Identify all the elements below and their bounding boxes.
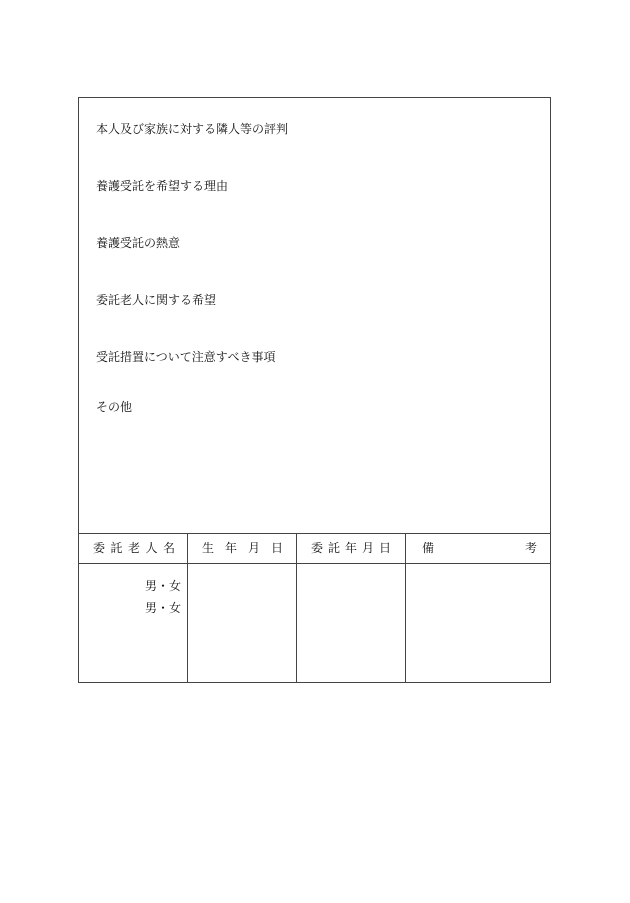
sex-choice: 男・女 (144, 579, 181, 593)
item-other: その他 (96, 400, 133, 414)
header-char: 日 (270, 541, 283, 555)
header-char: 考 (524, 541, 537, 555)
header-remarks (406, 534, 551, 563)
item-reputation: 本人及び家族に対する隣人等の評判 (96, 122, 289, 136)
header-char: 生 (202, 541, 215, 555)
header-entrust-date (297, 534, 406, 563)
item-reason: 養護受託を希望する理由 (96, 179, 229, 193)
cell-elder-name (79, 564, 188, 682)
header-char: 月 (247, 541, 260, 555)
header-char: 年 (224, 541, 237, 555)
header-char: 名 (162, 541, 175, 555)
header-char: 託 (327, 541, 340, 555)
header-char: 月 (361, 541, 374, 555)
header-birthdate (188, 534, 297, 563)
header-char: 日 (378, 541, 391, 555)
header-char: 老 (127, 541, 140, 555)
sex-choice: 男・女 (144, 601, 181, 615)
header-char: 委 (311, 541, 324, 555)
item-wishes: 委託老人に関する希望 (96, 293, 217, 307)
form-frame (78, 97, 551, 683)
table-header-row (79, 534, 550, 564)
item-notes: 受託措置について注意すべき事項 (96, 350, 276, 364)
cell-birthdate (188, 564, 297, 682)
item-enthusiasm: 養護受託の熱意 (96, 236, 181, 250)
header-char: 委 (93, 541, 106, 555)
header-char: 年 (344, 541, 357, 555)
cell-entrust-date (297, 564, 406, 682)
header-char: 人 (145, 541, 158, 555)
header-char: 託 (110, 541, 123, 555)
header-char: 備 (422, 541, 435, 555)
cell-remarks (406, 564, 551, 682)
header-elder-name (79, 534, 188, 563)
remarks-section (79, 98, 550, 534)
table-data-row (79, 564, 550, 682)
